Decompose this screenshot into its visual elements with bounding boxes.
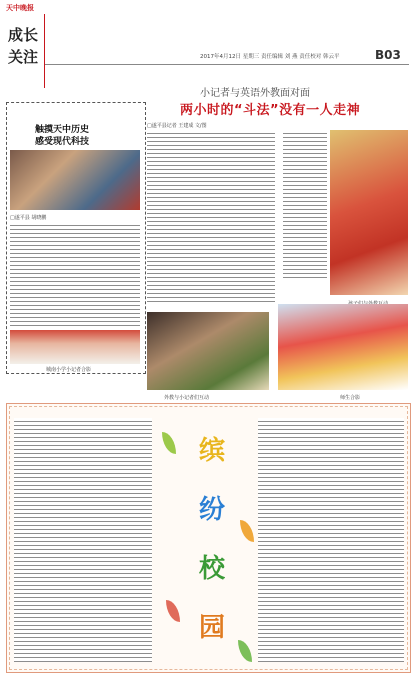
- sidebar-group-photo-caption: 城南小学小记者合影: [46, 367, 92, 373]
- article-photo-group: [278, 304, 408, 390]
- sidebar-photo: [10, 150, 140, 210]
- article-body-col1: [147, 130, 275, 304]
- column-title-line1: 成长: [8, 26, 39, 44]
- banner-char-3: 校: [198, 554, 225, 584]
- column-title-line2: 关注: [8, 48, 39, 66]
- banner-char-4: 园: [198, 613, 225, 643]
- banner-char-1: 缤: [198, 436, 225, 466]
- group-photo-caption: 师生合影: [340, 395, 361, 401]
- article-headline: 两小时的“斗法”没有一人走神: [180, 103, 361, 118]
- article-kicker: 小记者与英语外教面对面: [200, 88, 310, 99]
- banner-char-2: 纷: [198, 495, 225, 525]
- campus-news-right-text: [258, 418, 404, 662]
- sidebar-byline: □遂平县 胡晓鹏: [10, 215, 47, 221]
- sidebar-group-photo: [10, 330, 140, 364]
- sidebar-body-text: [10, 222, 140, 327]
- campus-news-left-text: [14, 418, 152, 662]
- teacher-photo-caption: 外教与小记者们互动: [164, 395, 210, 401]
- sidebar-title-line2: 感受现代科技: [35, 137, 90, 147]
- article-byline: □遂平县记者 王建成 文/图: [147, 123, 207, 129]
- article-photo-teacher: [147, 312, 269, 390]
- sidebar-title-line1: 触摸天中历史: [35, 125, 90, 135]
- page-code: B03: [375, 48, 401, 62]
- header-rule: [45, 64, 409, 65]
- article-photo-children: [330, 130, 408, 295]
- dateline: 2017年4月12日 星期三 责任编辑 刘 燕 责任校对 韩云平: [200, 54, 340, 60]
- article-body-col2: [283, 130, 327, 280]
- colorful-campus-banner: [172, 430, 252, 666]
- newspaper-brand: 天中晚报: [6, 4, 34, 12]
